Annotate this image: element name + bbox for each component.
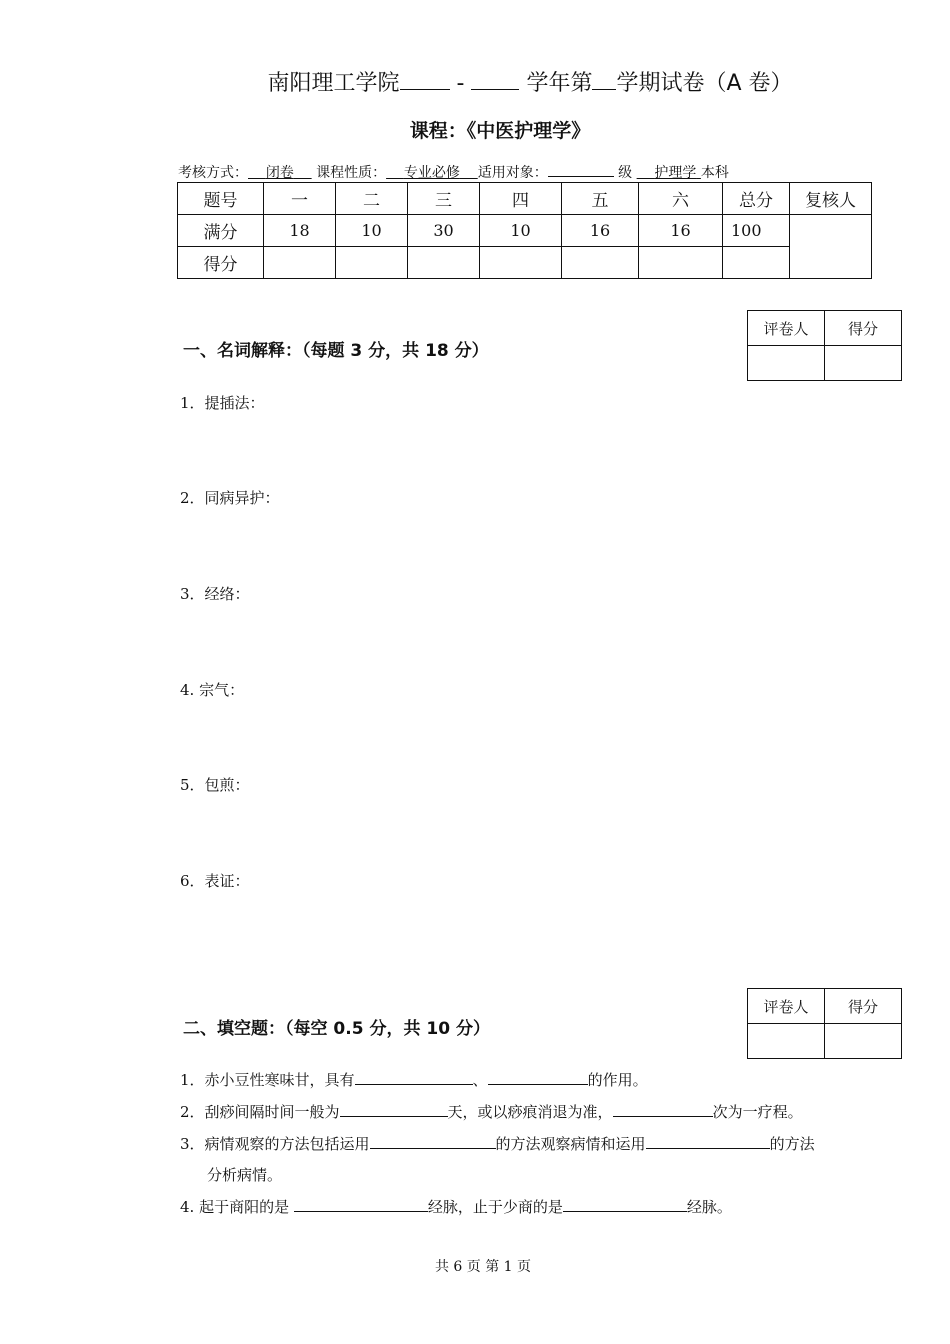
year-start-blank [400,69,450,90]
fill-question-4: 4. 起于商阳的是 经脉，止于少商的是 经脉。 [180,1198,732,1216]
school-name: 南阳理工学院 [267,71,400,96]
reviewer-cell[interactable] [790,215,872,279]
fill-question-3-cont: 分析病情。 [207,1166,283,1184]
score-cell[interactable] [639,247,723,279]
grader-box-section2: 评卷人 得分 [747,988,902,1059]
exam-mode-value: 闭卷 [265,165,294,181]
question-2: 2．同病异护： [180,489,280,507]
question-3: 3．经络： [180,585,250,603]
table-row: 得分 [178,247,872,279]
answer-blank[interactable] [370,1134,496,1149]
grader-score-cell[interactable] [825,1024,902,1059]
table-row: 题号 一 二 三 四 五 六 总分 复核人 [178,183,872,215]
answer-blank[interactable] [646,1134,770,1149]
course-title: 课程：《中医护理学》 [409,120,591,142]
score-cell[interactable] [480,247,562,279]
score-table [177,182,872,279]
fill-question-1: 1．赤小豆性寒味甘，具有 、 的作用。 [180,1071,648,1089]
major-value: 护理学 [654,165,697,181]
grader-box-section1: 评卷人 得分 [747,310,902,381]
question-5: 5．包煎： [180,776,250,794]
exam-title: 南阳理工学院 - 学年第 学期试卷（A 卷） [267,71,793,96]
question-6: 6．表证： [180,872,250,890]
score-cell[interactable] [264,247,336,279]
answer-blank[interactable] [563,1197,687,1212]
term-blank [592,69,616,90]
grader-name-cell[interactable] [748,346,825,381]
grader-score-cell[interactable] [825,346,902,381]
fill-question-2: 2．刮痧间隔时间一般为 天，或以痧痕消退为准， 次为一疗程。 [180,1103,803,1121]
score-cell[interactable] [562,247,639,279]
course-type-value: 专业必修 [403,165,460,181]
section1-title: 一、名词解释：（每题 3 分，共 18 分） [183,341,489,361]
answer-blank[interactable] [340,1102,448,1117]
score-cell[interactable] [336,247,408,279]
page-footer: 共 6 页 第 1 页 [434,1259,532,1275]
answer-blank[interactable] [355,1070,473,1085]
question-1: 1．提插法： [180,394,265,412]
fill-question-3: 3．病情观察的方法包括运用 的方法观察病情和运用 的方法 [180,1135,815,1153]
score-cell[interactable] [408,247,480,279]
question-4: 4. 宗气： [180,681,245,699]
score-cell[interactable] [723,247,790,279]
table-row: 满分 18 10 30 10 16 16 100 [178,215,872,247]
answer-blank[interactable] [613,1102,713,1117]
year-end-blank [471,69,519,90]
grader-name-cell[interactable] [748,1024,825,1059]
answer-blank[interactable] [488,1070,588,1085]
answer-blank[interactable] [294,1197,428,1212]
exam-meta-line: 考核方式： 闭卷 课程性质： 专业必修 适用对象： 级 护理学 本科 [178,165,729,181]
section2-title: 二、填空题：（每空 0.5 分，共 10 分） [183,1019,490,1039]
